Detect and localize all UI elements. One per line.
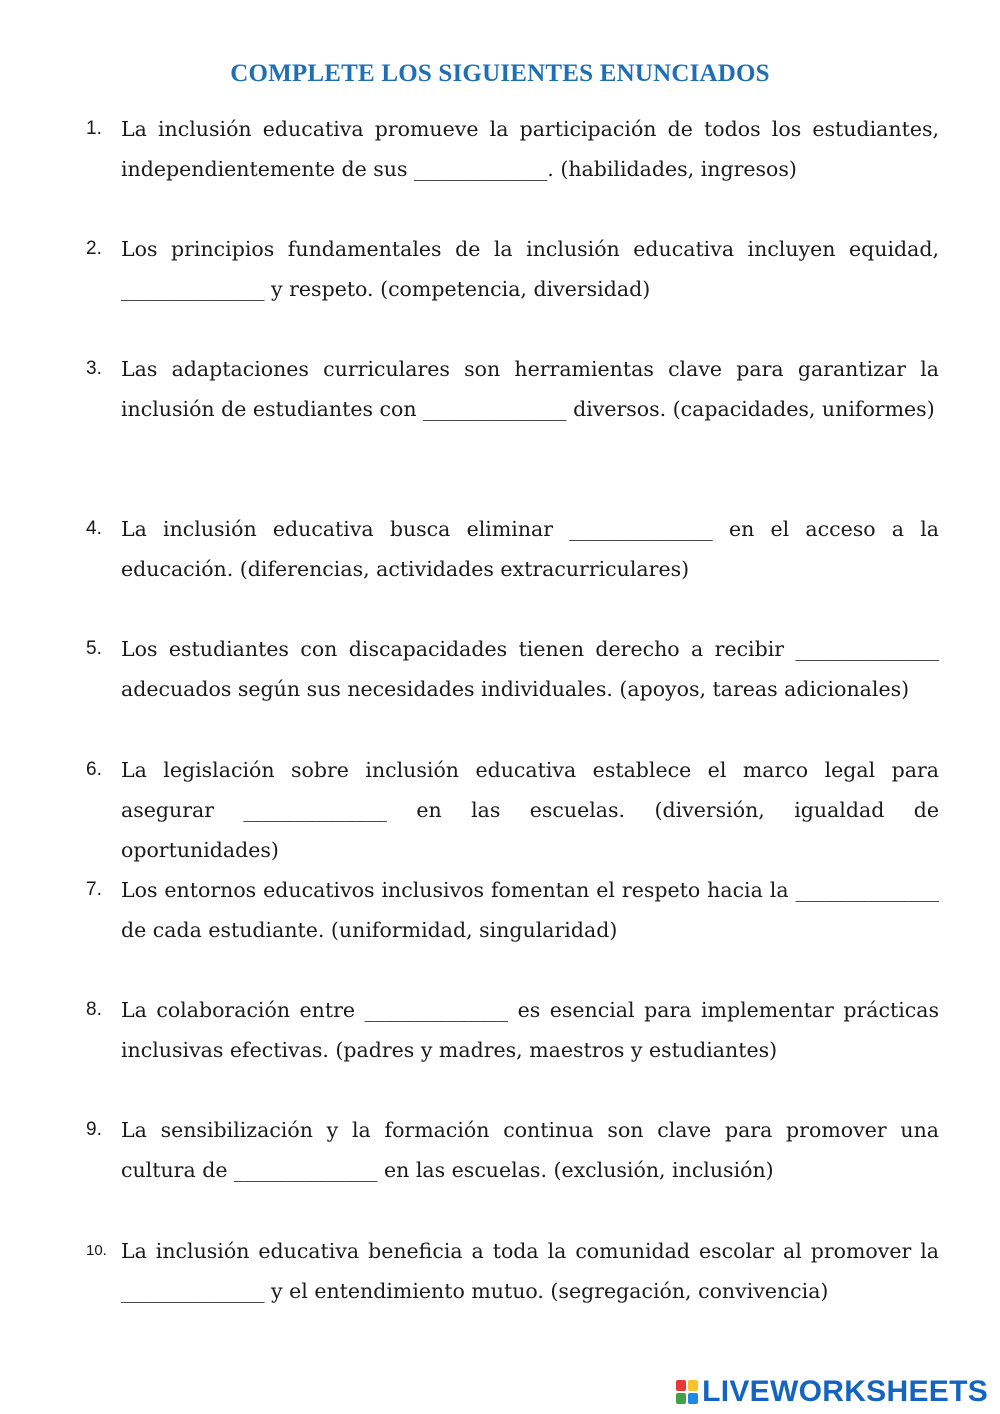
question-text: La inclusión educativa busca eliminar ______________ en el acceso a la educación. (diferencias, actividades extracurriculares) (121, 517, 939, 581)
question-number: 1. (86, 118, 102, 139)
logo-square-yellow (688, 1380, 698, 1391)
question-number: 10. (86, 1242, 107, 1259)
page-title: COMPLETE LOS SIGUIENTES ENUNCIADOS (230, 60, 770, 87)
question-text: La inclusión educativa beneficia a toda la comunidad escolar al promover la ______________ y el entendimiento mutuo. (segregación, convivencia) (121, 1239, 939, 1303)
logo-text: LIVEWORKSHEETS (702, 1375, 988, 1408)
question-text: Las adaptaciones curriculares son herramientas clave para garantizar la inclusión de estudiantes con ______________ diversos. (capacidades, uniformes) (121, 357, 939, 421)
liveworksheets-logo-icon (676, 1380, 698, 1404)
question-text: La legislación sobre inclusión educativa establece el marco legal para asegurar ______________ en las escuelas. (diversión, igualdad de oportunidades) (121, 758, 939, 862)
question-text: La sensibilización y la formación continua son clave para promover una cultura de ______________ en las escuelas. (exclusión, inclusión) (121, 1118, 939, 1182)
question-number: 6. (86, 759, 102, 780)
question-text: La colaboración entre ______________ es esencial para implementar prácticas inclusivas efectivas. (padres y madres, maestros y estudiantes) (121, 998, 939, 1062)
question-number: 9. (86, 1119, 102, 1140)
question-text: La inclusión educativa promueve la participación de todos los estudiantes, independientemente de sus _____________. (habilidades, ingresos) (121, 117, 939, 181)
question-number: 5. (86, 638, 102, 659)
logo-square-blue (688, 1393, 698, 1404)
logo-square-green (676, 1393, 686, 1404)
question-number: 7. (86, 879, 102, 900)
question-number: 2. (86, 238, 102, 259)
question-number: 3. (86, 358, 102, 379)
question-number: 8. (86, 999, 102, 1020)
question-text: Los principios fundamentales de la inclusión educativa incluyen equidad, ______________ y respeto. (competencia, diversidad) (121, 237, 939, 301)
question-text: Los estudiantes con discapacidades tienen derecho a recibir ______________ adecuados según sus necesidades individuales. (apoyos, tareas adicionales) (121, 637, 939, 701)
logo-square-red (676, 1380, 686, 1391)
liveworksheets-logo (676, 1372, 988, 1412)
question-text: Los entornos educativos inclusivos fomentan el respeto hacia la ______________ de cada estudiante. (uniformidad, singularidad) (121, 878, 939, 942)
question-number: 4. (86, 518, 102, 539)
